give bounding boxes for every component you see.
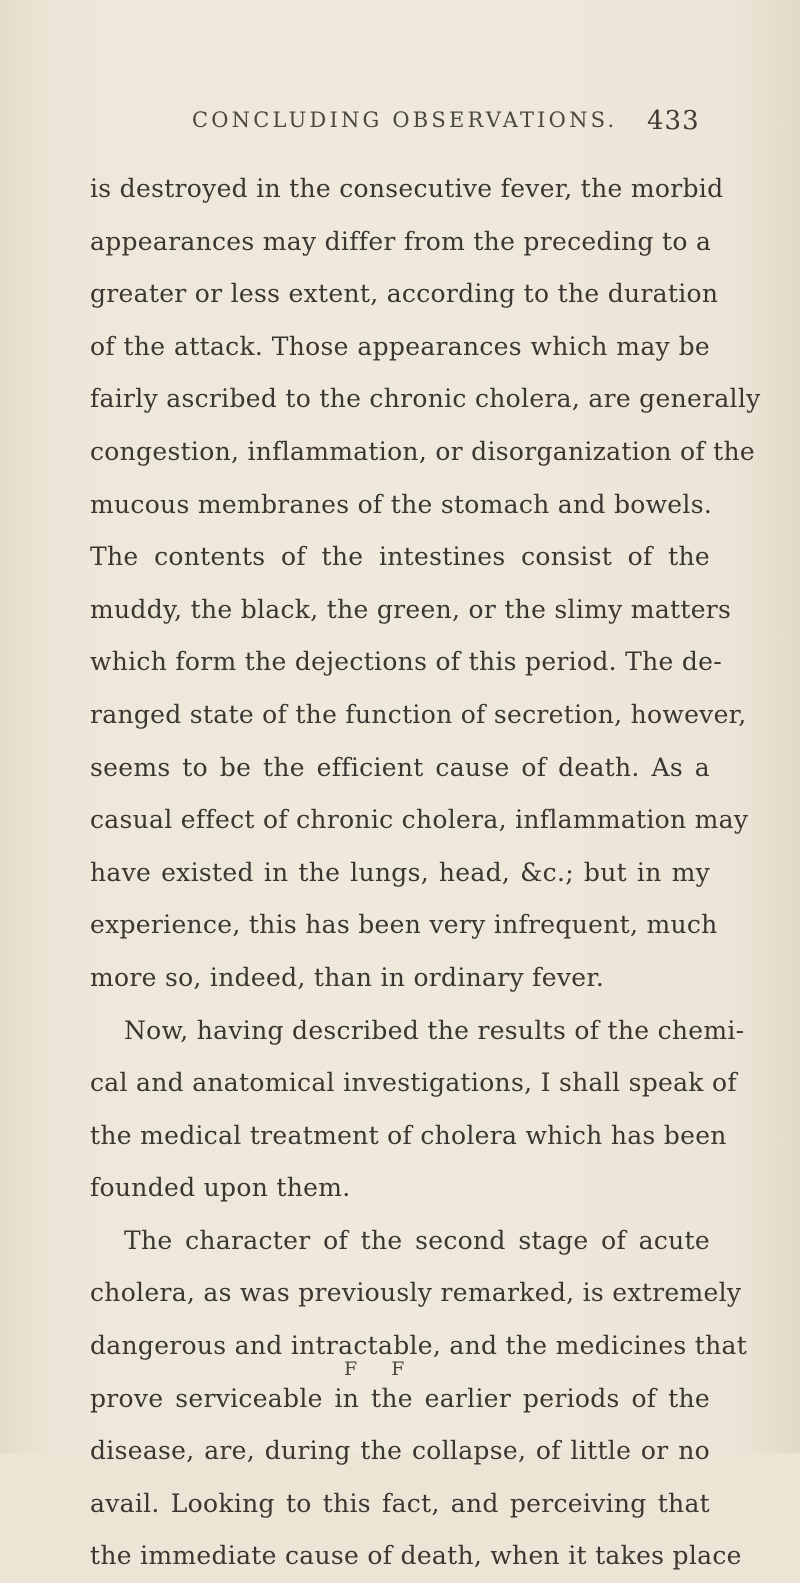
text-line: more so, indeed, than in ordinary fever. bbox=[90, 962, 605, 992]
text-line: is destroyed in the consecutive fever, the morbid bbox=[90, 174, 724, 203]
text-line: Now, having described the results of the chemi- bbox=[124, 1015, 745, 1045]
running-title: CONCLUDING OBSERVATIONS. bbox=[192, 108, 618, 132]
text-line: The character of the second stage of acute bbox=[124, 1225, 710, 1255]
text-line: of the attack. Those appearances which may be bbox=[90, 331, 710, 361]
text-line: appearances may differ from the preceding to a bbox=[90, 226, 712, 256]
paragraph-continuation bbox=[90, 163, 761, 1005]
page-number: 433 bbox=[647, 106, 700, 136]
text-line: the immediate cause of death, when it takes place bbox=[90, 1541, 742, 1571]
text-line: experience, this has been very infrequent, much bbox=[90, 910, 718, 940]
text-line: seems to be the efficient cause of death. As a bbox=[90, 752, 710, 782]
text-line: congestion, inflammation, or disorganization of the bbox=[90, 436, 756, 466]
text-line: dangerous and intractable, and the medicines that bbox=[90, 1331, 748, 1361]
signature-mark: F F bbox=[344, 1358, 419, 1380]
text-line: disease, are, during the collapse, of little or no bbox=[90, 1436, 710, 1466]
running-head bbox=[0, 108, 800, 148]
text-line: ranged state of the function of secretion, however, bbox=[90, 699, 747, 729]
text-line: the medical treatment of cholera which has been bbox=[90, 1120, 727, 1150]
paragraph bbox=[90, 1005, 745, 1215]
text-line: cholera, as was previously remarked, is extremely bbox=[90, 1278, 742, 1308]
text-line: founded upon them. bbox=[90, 1173, 351, 1203]
text-line: casual effect of chronic cholera, inflammation may bbox=[90, 805, 749, 835]
text-line: mucous membranes of the stomach and bowels. bbox=[90, 489, 713, 519]
text-line: cal and anatomical investigations, I shall speak of bbox=[90, 1068, 737, 1098]
text-line: prove serviceable in the earlier periods of the bbox=[90, 1383, 710, 1413]
text-line: which form the dejections of this period. The de- bbox=[90, 647, 722, 677]
paragraph bbox=[90, 1215, 748, 1583]
text-line: The contents of the intestines consist of the bbox=[90, 542, 710, 572]
text-line: muddy, the black, the green, or the slimy matters bbox=[90, 594, 732, 624]
text-line: have existed in the lungs, head, &c.; but in my bbox=[90, 857, 710, 887]
text-line: greater or less extent, according to the duration bbox=[90, 279, 719, 309]
text-line: fairly ascribed to the chronic cholera, are generally bbox=[90, 384, 761, 414]
text-line: avail. Looking to this fact, and perceiving that bbox=[90, 1488, 710, 1518]
